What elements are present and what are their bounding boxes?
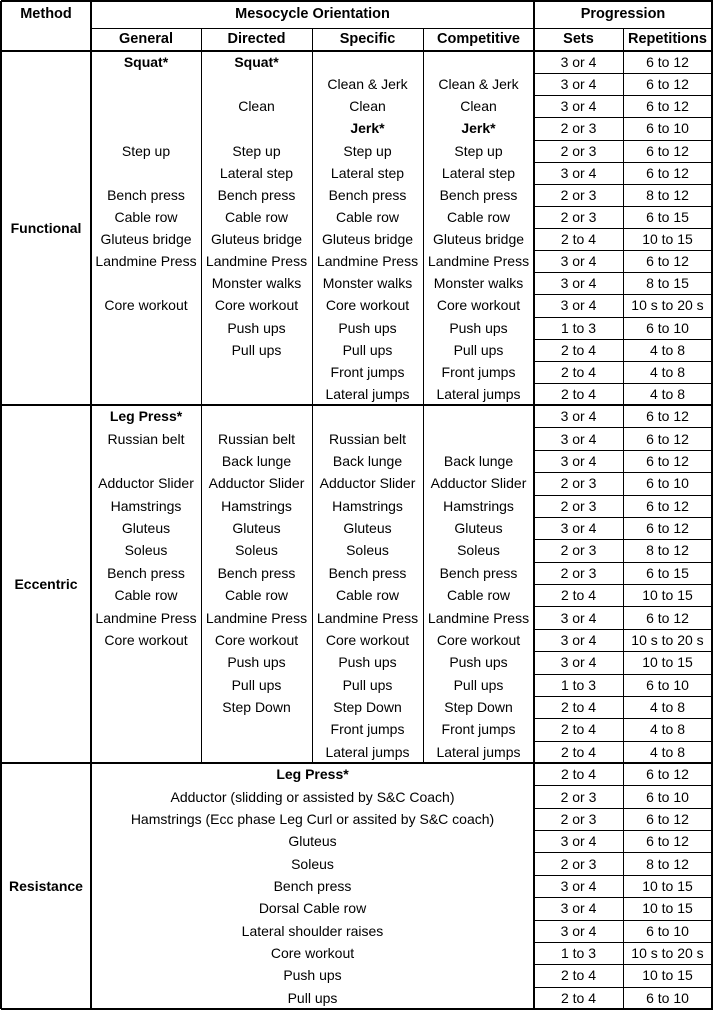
competitive-exercise-cell: Front jumps (441, 363, 516, 380)
general-exercise-cell: Gluteus bridge (100, 231, 192, 248)
competitive-exercise-cell: Gluteus bridge (432, 231, 525, 248)
repetitions-cell: 6 to 12 (646, 142, 689, 159)
directed-exercise-cell: Landmine Press (205, 253, 308, 270)
sets-cell: 2 or 3 (560, 208, 597, 225)
general-exercise-cell: Landmine Press (95, 253, 197, 270)
sets-cell: 1 to 3 (560, 676, 597, 693)
specific-exercise-cell: Push ups (338, 654, 397, 671)
specific-exercise-cell: Core workout (325, 631, 410, 648)
competitive-exercise-cell: Clean & Jerk (438, 76, 519, 93)
competitive-exercise-cell: Back lunge (443, 452, 514, 469)
specific-exercise-cell: Landmine Press (316, 253, 419, 270)
repetitions-cell: 10 s to 20 s (631, 631, 704, 648)
repetitions-cell: 10 to 15 (642, 654, 693, 671)
repetitions-cell: 4 to 8 (649, 743, 686, 760)
repetitions-cell: 6 to 12 (646, 452, 689, 469)
sets-cell: 2 or 3 (560, 142, 597, 159)
competitive-exercise-cell (423, 51, 534, 73)
specific-exercise-cell (312, 405, 423, 427)
specific-exercise-cell: Clean (349, 98, 386, 115)
specific-exercise-cell: Clean & Jerk (327, 76, 408, 93)
directed-exercise-cell: Cable row (224, 208, 289, 225)
competitive-exercise-cell (423, 405, 534, 427)
specific-exercise-cell: Bench press (328, 564, 407, 581)
repetitions-cell: 4 to 8 (649, 721, 686, 738)
general-exercise-cell: Russian belt (107, 430, 185, 447)
sets-cell: 2 or 3 (560, 475, 597, 492)
competitive-exercise-cell: Gluteus (454, 520, 503, 537)
directed-exercise-cell: Russian belt (217, 430, 296, 447)
directed-exercise-cell (201, 405, 312, 427)
repetitions-cell: 8 to 12 (646, 542, 689, 559)
directed-exercise-cell: Gluteus (232, 520, 281, 537)
exercise-cell: Adductor (slidding or assisted by S&C Coach) (170, 788, 455, 805)
competitive-exercise-cell: Clean (460, 98, 497, 115)
repetitions-cell: 6 to 10 (646, 989, 689, 1006)
sets-cell: 3 or 4 (560, 164, 597, 181)
repetitions-cell: 10 to 15 (642, 587, 693, 604)
specific-exercise-cell: Front jumps (330, 363, 405, 380)
competitive-exercise-cell: Step Down (444, 699, 513, 716)
sets-cell: 3 or 4 (560, 609, 597, 626)
grid-vline (423, 28, 424, 51)
repetitions-cell: 10 s to 20 s (631, 945, 704, 962)
grid-vline (90, 1, 92, 1009)
sets-cell: 2 or 3 (560, 120, 597, 137)
general-exercise-cell (91, 117, 201, 139)
general-exercise-cell: Bench press (107, 564, 185, 581)
sets-cell: 1 to 3 (560, 319, 597, 336)
header-mesocycle-orientation: Mesocycle Orientation (235, 6, 390, 23)
grid-vline (201, 405, 202, 763)
sets-cell: 3 or 4 (560, 654, 597, 671)
general-exercise-cell (91, 696, 201, 718)
sets-cell: 2 or 3 (560, 855, 597, 872)
repetitions-cell: 4 to 8 (649, 363, 686, 380)
competitive-exercise-cell: Lateral jumps (436, 743, 521, 760)
repetitions-cell: 8 to 15 (646, 275, 689, 292)
sets-cell: 1 to 3 (560, 945, 597, 962)
specific-exercise-cell: Hamstrings (332, 497, 403, 514)
general-exercise-cell: Adductor Slider (98, 475, 194, 492)
directed-exercise-cell: Pull ups (231, 341, 282, 358)
directed-exercise-cell: Gluteus bridge (210, 231, 303, 248)
method-label: Resistance (9, 878, 83, 894)
grid-hline (1, 762, 713, 764)
general-exercise-cell: Leg Press* (109, 408, 183, 425)
repetitions-cell: 4 to 8 (649, 385, 686, 402)
specific-exercise-cell: Back lunge (332, 452, 403, 469)
sets-cell: 2 to 4 (560, 743, 597, 760)
directed-exercise-cell: Soleus (235, 542, 278, 559)
general-exercise-cell (91, 73, 201, 95)
general-exercise-cell (91, 383, 201, 405)
repetitions-cell: 10 to 15 (642, 900, 693, 917)
directed-exercise-cell: Step Down (222, 699, 291, 716)
repetitions-cell: 10 to 15 (642, 231, 693, 248)
grid-vline (201, 51, 202, 405)
sets-cell: 3 or 4 (560, 877, 597, 894)
specific-exercise-cell (312, 51, 423, 73)
grid-vline (623, 28, 624, 1009)
directed-exercise-cell (201, 741, 312, 763)
exercise-cell: Dorsal Cable row (258, 900, 367, 917)
repetitions-cell: 6 to 12 (646, 408, 689, 425)
directed-exercise-cell: Bench press (217, 564, 296, 581)
directed-exercise-cell: Back lunge (221, 452, 292, 469)
sets-cell: 2 to 4 (560, 766, 597, 783)
competitive-exercise-cell (423, 427, 534, 449)
specific-exercise-cell: Core workout (325, 297, 410, 314)
specific-exercise-cell: Soleus (346, 542, 389, 559)
competitive-exercise-cell: Hamstrings (443, 497, 514, 514)
sets-cell: 3 or 4 (560, 900, 597, 917)
repetitions-cell: 4 to 8 (649, 699, 686, 716)
sets-cell: 3 or 4 (560, 76, 597, 93)
sets-cell: 3 or 4 (560, 520, 597, 537)
general-exercise-cell: Cable row (114, 208, 178, 225)
grid-hline (1, 0, 713, 2)
header-progression: Progression (580, 6, 666, 23)
sets-cell: 3 or 4 (560, 452, 597, 469)
sets-cell: 3 or 4 (560, 98, 597, 115)
sets-cell: 2 to 4 (560, 385, 597, 402)
general-exercise-cell (91, 317, 201, 339)
competitive-exercise-cell: Bench press (439, 564, 518, 581)
specific-exercise-cell: Lateral step (330, 164, 405, 181)
competitive-exercise-cell: Step up (454, 142, 503, 159)
repetitions-cell: 6 to 12 (646, 766, 689, 783)
sets-cell: 3 or 4 (560, 275, 597, 292)
exercise-cell: Core workout (270, 945, 355, 962)
general-exercise-cell: Landmine Press (95, 609, 197, 626)
general-exercise-cell (91, 651, 201, 673)
competitive-exercise-cell: Push ups (449, 319, 508, 336)
sets-cell: 2 or 3 (560, 497, 597, 514)
general-exercise-cell: Hamstrings (110, 497, 182, 514)
method-label: Eccentric (14, 576, 78, 592)
sets-cell: 2 to 4 (560, 699, 597, 716)
specific-exercise-cell: Front jumps (330, 721, 405, 738)
directed-exercise-cell: Bench press (217, 186, 296, 203)
specific-exercise-cell: Cable row (335, 587, 400, 604)
competitive-exercise-cell: Jerk* (461, 120, 496, 137)
general-exercise-cell: Soleus (124, 542, 168, 559)
sets-cell: 2 to 4 (560, 231, 597, 248)
repetitions-cell: 6 to 10 (646, 120, 689, 137)
directed-exercise-cell (201, 73, 312, 95)
sets-cell: 3 or 4 (560, 631, 597, 648)
general-exercise-cell: Cable row (114, 587, 178, 604)
exercise-cell: Pull ups (287, 989, 338, 1006)
competitive-exercise-cell: Push ups (449, 654, 508, 671)
repetitions-cell: 6 to 12 (646, 98, 689, 115)
repetitions-cell: 6 to 10 (646, 788, 689, 805)
directed-exercise-cell: Squat* (234, 54, 279, 71)
header-competitive: Competitive (437, 31, 520, 48)
grid-vline (201, 28, 202, 51)
sets-cell: 2 to 4 (560, 721, 597, 738)
directed-exercise-cell: Pull ups (231, 676, 282, 693)
grid-hline (1, 404, 713, 406)
sets-cell: 2 to 4 (560, 341, 597, 358)
specific-exercise-cell: Lateral jumps (325, 385, 410, 402)
general-exercise-cell (91, 162, 201, 184)
directed-exercise-cell: Hamstrings (221, 497, 292, 514)
competitive-exercise-cell: Pull ups (453, 676, 504, 693)
competitive-exercise-cell: Bench press (439, 186, 518, 203)
competitive-exercise-cell: Core workout (436, 297, 521, 314)
repetitions-cell: 6 to 12 (646, 810, 689, 827)
sets-cell: 2 or 3 (560, 542, 597, 559)
sets-cell: 3 or 4 (560, 54, 597, 71)
grid-vline (0, 1, 2, 1009)
repetitions-cell: 6 to 10 (646, 676, 689, 693)
competitive-exercise-cell: Adductor Slider (430, 475, 527, 492)
repetitions-cell: 6 to 10 (646, 475, 689, 492)
sets-cell: 2 or 3 (560, 788, 597, 805)
repetitions-cell: 10 s to 20 s (631, 297, 704, 314)
repetitions-cell: 6 to 12 (646, 609, 689, 626)
directed-exercise-cell: Adductor Slider (208, 475, 305, 492)
competitive-exercise-cell: Lateral jumps (436, 385, 521, 402)
directed-exercise-cell: Core workout (214, 631, 299, 648)
directed-exercise-cell (201, 718, 312, 740)
competitive-exercise-cell: Front jumps (441, 721, 516, 738)
general-exercise-cell (91, 339, 201, 361)
repetitions-cell: 10 to 15 (642, 967, 693, 984)
grid-hline (91, 28, 713, 29)
competitive-exercise-cell: Core workout (436, 631, 521, 648)
repetitions-cell: 6 to 10 (646, 319, 689, 336)
repetitions-cell: 6 to 10 (646, 922, 689, 939)
directed-exercise-cell: Landmine Press (205, 609, 308, 626)
sets-cell: 2 to 4 (560, 967, 597, 984)
general-exercise-cell: Bench press (107, 186, 185, 203)
repetitions-cell: 6 to 15 (646, 208, 689, 225)
grid-hline (1, 50, 713, 52)
repetitions-cell: 8 to 12 (646, 855, 689, 872)
competitive-exercise-cell: Cable row (446, 208, 511, 225)
repetitions-cell: 6 to 12 (646, 54, 689, 71)
directed-exercise-cell (201, 361, 312, 383)
repetitions-cell: 6 to 12 (646, 833, 689, 850)
grid-vline (423, 405, 424, 763)
competitive-exercise-cell: Monster walks (433, 275, 524, 292)
header-directed: Directed (227, 31, 286, 48)
general-exercise-cell: Squat* (123, 54, 169, 71)
sets-cell: 3 or 4 (560, 430, 597, 447)
sets-cell: 3 or 4 (560, 833, 597, 850)
repetitions-cell: 10 to 15 (642, 877, 693, 894)
general-exercise-cell (91, 450, 201, 472)
general-exercise-cell: Core workout (104, 297, 188, 314)
repetitions-cell: 8 to 12 (646, 186, 689, 203)
exercise-cell: Lateral shoulder raises (241, 922, 384, 939)
specific-exercise-cell: Adductor Slider (319, 475, 416, 492)
general-exercise-cell (91, 741, 201, 763)
directed-exercise-cell (201, 383, 312, 405)
specific-exercise-cell: Gluteus (343, 520, 392, 537)
repetitions-cell: 6 to 12 (646, 76, 689, 93)
specific-exercise-cell: Cable row (335, 208, 400, 225)
specific-exercise-cell: Jerk* (350, 120, 385, 137)
exercise-cell: Soleus (291, 855, 334, 872)
header-sets: Sets (563, 31, 594, 48)
specific-exercise-cell: Push ups (338, 319, 397, 336)
specific-exercise-cell: Pull ups (342, 341, 393, 358)
directed-exercise-cell (201, 117, 312, 139)
repetitions-cell: 4 to 8 (649, 341, 686, 358)
specific-exercise-cell: Step up (343, 142, 392, 159)
specific-exercise-cell: Monster walks (322, 275, 413, 292)
directed-exercise-cell: Push ups (227, 319, 286, 336)
directed-exercise-cell: Cable row (224, 587, 289, 604)
sets-cell: 2 to 4 (560, 363, 597, 380)
general-exercise-cell: Core workout (104, 631, 188, 648)
exercise-cell: Gluteus (288, 833, 337, 850)
specific-exercise-cell: Bench press (328, 186, 407, 203)
sets-cell: 2 or 3 (560, 186, 597, 203)
repetitions-cell: 6 to 15 (646, 564, 689, 581)
repetitions-cell: 6 to 12 (646, 430, 689, 447)
specific-exercise-cell: Gluteus bridge (321, 231, 414, 248)
competitive-exercise-cell: Lateral step (441, 164, 516, 181)
general-exercise-cell: Step up (121, 142, 171, 159)
general-exercise-cell (91, 674, 201, 696)
specific-exercise-cell: Lateral jumps (325, 743, 410, 760)
competitive-exercise-cell: Soleus (457, 542, 500, 559)
exercise-cell: Leg Press* (276, 766, 349, 783)
sets-cell: 2 to 4 (560, 587, 597, 604)
general-exercise-cell (91, 361, 201, 383)
directed-exercise-cell: Core workout (214, 297, 299, 314)
grid-vline (312, 405, 313, 763)
directed-exercise-cell: Lateral step (219, 164, 294, 181)
repetitions-cell: 6 to 12 (646, 497, 689, 514)
directed-exercise-cell: Push ups (227, 654, 286, 671)
repetitions-cell: 6 to 12 (646, 164, 689, 181)
grid-vline (423, 51, 424, 405)
header-repetitions: Repetitions (628, 31, 707, 48)
specific-exercise-cell: Pull ups (342, 676, 393, 693)
competitive-exercise-cell: Landmine Press (427, 609, 530, 626)
header-general: General (119, 31, 173, 48)
sets-cell: 3 or 4 (560, 922, 597, 939)
general-exercise-cell (91, 95, 201, 117)
sets-cell: 3 or 4 (560, 297, 597, 314)
grid-vline (711, 1, 713, 1009)
sets-cell: 2 or 3 (560, 564, 597, 581)
general-exercise-cell (91, 718, 201, 740)
repetitions-cell: 6 to 12 (646, 520, 689, 537)
sets-cell: 3 or 4 (560, 408, 597, 425)
general-exercise-cell: Gluteus (121, 520, 171, 537)
specific-exercise-cell: Step Down (333, 699, 402, 716)
header-method: Method (20, 6, 72, 23)
repetitions-cell: 6 to 12 (646, 253, 689, 270)
header-specific: Specific (339, 31, 396, 48)
competitive-exercise-cell: Pull ups (453, 341, 504, 358)
specific-exercise-cell: Russian belt (328, 430, 407, 447)
sets-cell: 2 to 4 (560, 989, 597, 1006)
exercise-cell: Hamstrings (Ecc phase Leg Curl or assited by S&C coach) (130, 810, 495, 827)
sets-cell: 2 or 3 (560, 810, 597, 827)
specific-exercise-cell: Landmine Press (316, 609, 419, 626)
competitive-exercise-cell: Cable row (446, 587, 511, 604)
method-label: Functional (10, 220, 82, 236)
grid-vline (312, 28, 313, 51)
directed-exercise-cell: Step up (232, 142, 281, 159)
exercise-progression-table (1, 1, 712, 1009)
grid-vline (533, 1, 535, 1009)
grid-vline (312, 51, 313, 405)
directed-exercise-cell: Clean (238, 98, 275, 115)
competitive-exercise-cell: Landmine Press (427, 253, 530, 270)
directed-exercise-cell: Monster walks (211, 275, 302, 292)
exercise-cell: Bench press (273, 877, 352, 894)
sets-cell: 3 or 4 (560, 253, 597, 270)
exercise-cell: Push ups (283, 967, 342, 984)
general-exercise-cell (91, 272, 201, 294)
